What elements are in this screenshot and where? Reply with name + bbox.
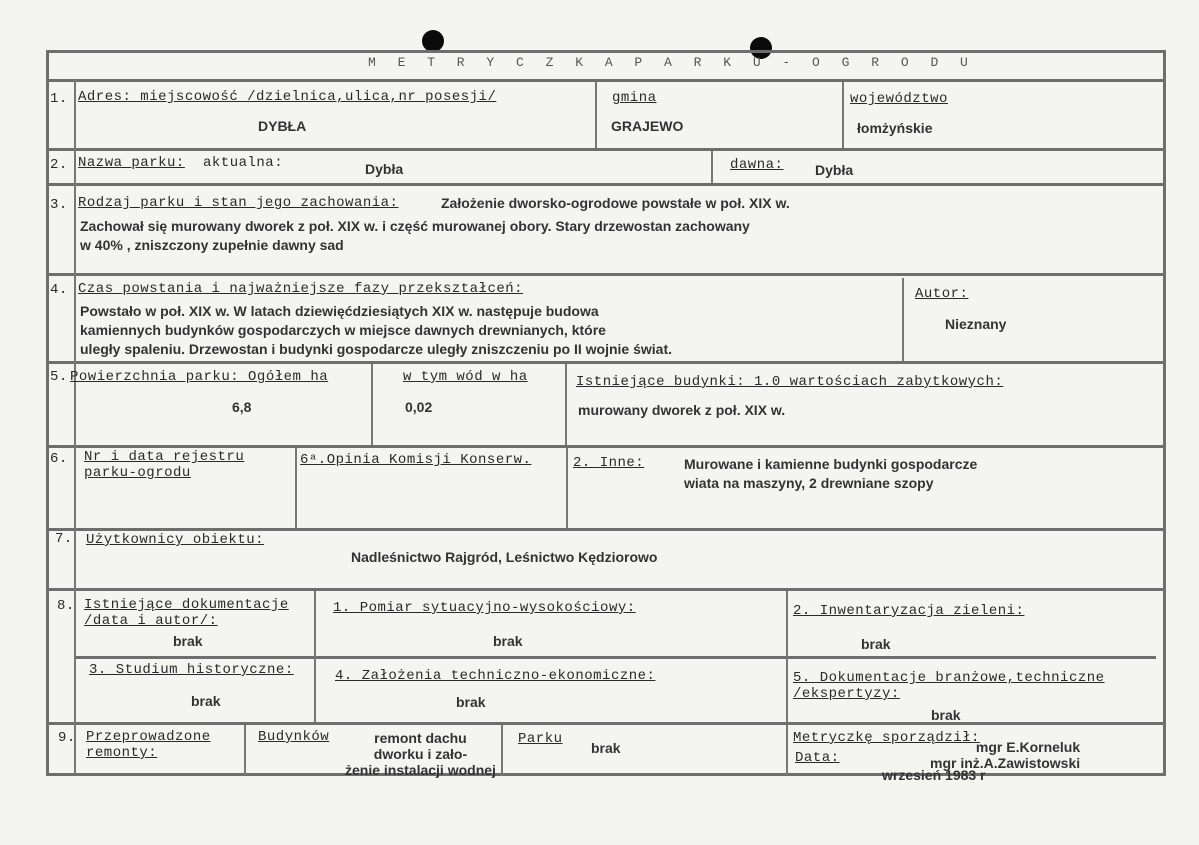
rule-8b bbox=[76, 656, 1156, 659]
users-value: Nadleśnictwo Rajgród, Leśnictwo Kędziorowo bbox=[351, 549, 658, 565]
autor-label: Autor: bbox=[915, 286, 969, 302]
area-label: Powierzchnia parku: Ogółem ha bbox=[70, 369, 329, 385]
dawna-label: dawna: bbox=[730, 157, 784, 173]
other-label: 2. Inne: bbox=[573, 455, 645, 471]
date-value: wrzesień 1983 r bbox=[882, 767, 986, 783]
rule-6 bbox=[46, 528, 1166, 531]
water-area-label: w tym wód w ha bbox=[403, 369, 528, 385]
card-title: M E T R Y C Z K A P A R K U - O G R O D U bbox=[368, 55, 975, 70]
dawna-value: Dybła bbox=[815, 162, 854, 178]
gmina-label: gmina bbox=[612, 90, 657, 106]
history-text: Powstało w poł. XIX w. W latach dziewięćdziesiątych XIX w. następuje budowa kamiennych budynków gospodarczych w miejsce dawnych drewnianych, które uległy spaleniu. Drzewostan i budynki gospodarcze uległy zniszczeniu po II wojnie świat. bbox=[80, 303, 672, 357]
divider-8a bbox=[314, 591, 316, 722]
divider-6a bbox=[295, 448, 297, 528]
prepared-by-value: mgr E.Korneluk mgr inż.A.Zawistowski bbox=[930, 739, 1081, 771]
rule-7 bbox=[46, 588, 1166, 591]
park-renovation-label: Parku bbox=[518, 731, 563, 747]
users-label: Użytkownicy obiektu: bbox=[86, 532, 265, 548]
divider-2 bbox=[711, 151, 713, 183]
number-column-line bbox=[74, 80, 76, 774]
wojewodztwo-label: województwo bbox=[850, 91, 948, 107]
buildings-label: Istniejące budynki: 1.0 wartościach zabytkowych: bbox=[576, 374, 1004, 390]
section-3-number: 3. bbox=[50, 197, 68, 213]
buildings-value: murowany dworek z poł. XIX w. bbox=[578, 402, 786, 418]
documentation-label: Istniejące dokumentacje /data i autor/: bbox=[84, 597, 289, 629]
area-total-value: 6,8 bbox=[232, 399, 252, 415]
history-study-value: brak bbox=[191, 693, 221, 709]
rule-8 bbox=[46, 722, 1166, 725]
autor-value: Nieznany bbox=[945, 316, 1007, 332]
section-2-number: 2. bbox=[50, 157, 68, 173]
gmina-value: GRAJEWO bbox=[611, 118, 684, 134]
other-value: Murowane i kamienne budynki gospodarcze wiata na maszyny, 2 drewniane szopy bbox=[684, 456, 978, 491]
aktualna-value: Dybła bbox=[365, 161, 404, 177]
registry-label: Nr i data rejestru parku-ogrodu bbox=[84, 449, 245, 481]
water-area-value: 0,02 bbox=[405, 399, 433, 415]
inventory-label: 2. Inwentaryzacja zieleni: bbox=[793, 603, 1025, 619]
buildings-renovation-value: remont dachu dworku i zało- żenie instalacji wodnej bbox=[345, 730, 496, 778]
address-value: DYBŁA bbox=[258, 118, 307, 134]
buildings-renovation-label: Budynków bbox=[258, 729, 330, 745]
section-6-number: 6. bbox=[50, 451, 68, 467]
history-label: Czas powstania i najważniejsze fazy przekształceń: bbox=[78, 281, 524, 297]
tech-econ-label: 4. Założenia techniczno-ekonomiczne: bbox=[335, 668, 656, 684]
divider-4 bbox=[902, 278, 904, 361]
park-renovation-value: brak bbox=[591, 740, 621, 756]
section-8-number: 8. bbox=[57, 598, 75, 614]
section-4-number: 4. bbox=[50, 282, 68, 298]
section-5-number: 5. bbox=[50, 369, 68, 385]
rule-4 bbox=[46, 361, 1166, 364]
rule-2 bbox=[46, 183, 1166, 186]
park-type-text: Zachował się murowany dworek z poł. XIX w. i część murowanej obory. Stary drzewostan zachowany w 40% , zniszczony zupełnie dawny sad bbox=[80, 218, 750, 253]
divider-1a bbox=[595, 82, 597, 148]
divider-6b bbox=[566, 448, 568, 528]
divider-9a bbox=[244, 725, 246, 775]
rule-3 bbox=[46, 273, 1166, 276]
address-label: Adres: miejscowość /dzielnica,ulica,nr posesji/ bbox=[78, 89, 497, 105]
rule-5 bbox=[46, 445, 1166, 448]
rule-1 bbox=[46, 148, 1166, 151]
history-study-label: 3. Studium historyczne: bbox=[89, 662, 294, 678]
section-9-number: 9. bbox=[58, 730, 76, 746]
renovations-label: Przeprowadzone remonty: bbox=[86, 729, 211, 761]
aktualna-label: aktualna: bbox=[203, 155, 284, 171]
divider-1b bbox=[842, 82, 844, 148]
divider-5b bbox=[565, 364, 567, 445]
park-type-line1: Założenie dworsko-ogrodowe powstałe w poł. XIX w. bbox=[441, 195, 790, 211]
divider-8b bbox=[786, 591, 788, 722]
section-1-number: 1. bbox=[50, 91, 68, 107]
divider-5a bbox=[371, 364, 373, 445]
date-label: Data: bbox=[795, 750, 840, 766]
divider-9b bbox=[501, 725, 503, 775]
park-type-label: Rodzaj parku i stan jego zachowania: bbox=[78, 195, 399, 211]
punch-hole-left bbox=[422, 30, 444, 52]
survey-label: 1. Pomiar sytuacyjno-wysokościowy: bbox=[333, 600, 636, 616]
branch-docs-label: 5. Dokumentacje branżowe,techniczne /ekspertyzy: bbox=[793, 670, 1105, 702]
opinion-label: 6ᵃ.Opinia Komisji Konserw. bbox=[300, 452, 532, 468]
inventory-value: brak bbox=[861, 636, 891, 652]
wojewodztwo-value: łomżyńskie bbox=[857, 120, 933, 136]
branch-docs-value: brak bbox=[931, 707, 961, 723]
park-name-label: Nazwa parku: bbox=[78, 155, 185, 171]
tech-econ-value: brak bbox=[456, 694, 486, 710]
prepared-by-label: Metryczkę sporządził: bbox=[793, 730, 980, 746]
rule-title bbox=[46, 79, 1166, 82]
divider-9c bbox=[786, 725, 788, 775]
section-7-number: 7. bbox=[55, 531, 73, 547]
documentation-value: brak bbox=[173, 633, 203, 649]
survey-value: brak bbox=[493, 633, 523, 649]
